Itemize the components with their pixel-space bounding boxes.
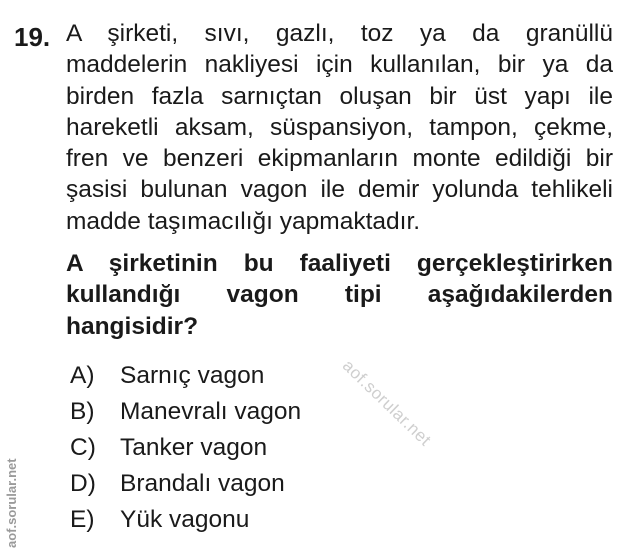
option-letter: A) (70, 362, 95, 389)
watermark-side: aof.sorular.net (4, 458, 19, 548)
option-text: Manevralı vagon (120, 398, 302, 425)
answer-options (70, 358, 301, 538)
stem-line: şasisi bulunan vagon ile demir yolunda tehlikeli (66, 176, 613, 204)
stem-line: hareketli aksam, süspansiyon, tampon, çekme, (66, 113, 613, 141)
option-letter: B) (70, 398, 95, 425)
watermark-diagonal: aof.sorular.net (338, 356, 435, 450)
option-a[interactable] (70, 358, 301, 394)
option-text: Yük vagonu (120, 506, 250, 533)
option-letter: E) (70, 506, 95, 533)
question-number: 19. (14, 22, 51, 52)
option-b[interactable] (70, 394, 301, 430)
prompt-line: hangisidir? (66, 312, 199, 340)
option-text: Brandalı vagon (120, 470, 285, 497)
question-stem (66, 18, 613, 237)
stem-line: A şirketi, sıvı, gazlı, toz ya da granüllü (66, 20, 613, 47)
option-d[interactable] (70, 466, 301, 502)
option-letter: C) (70, 434, 96, 461)
stem-line: maddelerin nakliyesi için kullanılan, bir ya da (66, 51, 613, 79)
option-letter: D) (70, 470, 96, 497)
prompt-line: kullandığı vagon tipi aşağıdakilerden (66, 281, 613, 309)
stem-line: birden fazla sarnıçtan oluşan bir üst yapı ile (66, 82, 613, 110)
question-prompt (66, 248, 613, 342)
option-c[interactable] (70, 430, 301, 466)
stem-line: madde taşımacılığı yapmaktadır. (66, 207, 421, 235)
option-text: Sarnıç vagon (120, 362, 265, 389)
prompt-line: A şirketinin bu faaliyeti gerçekleştirirken (66, 250, 613, 277)
option-e[interactable] (70, 502, 301, 538)
stem-line: fren ve benzeri ekipmanların monte edildiği bir (66, 145, 613, 173)
option-text: Tanker vagon (120, 434, 268, 461)
